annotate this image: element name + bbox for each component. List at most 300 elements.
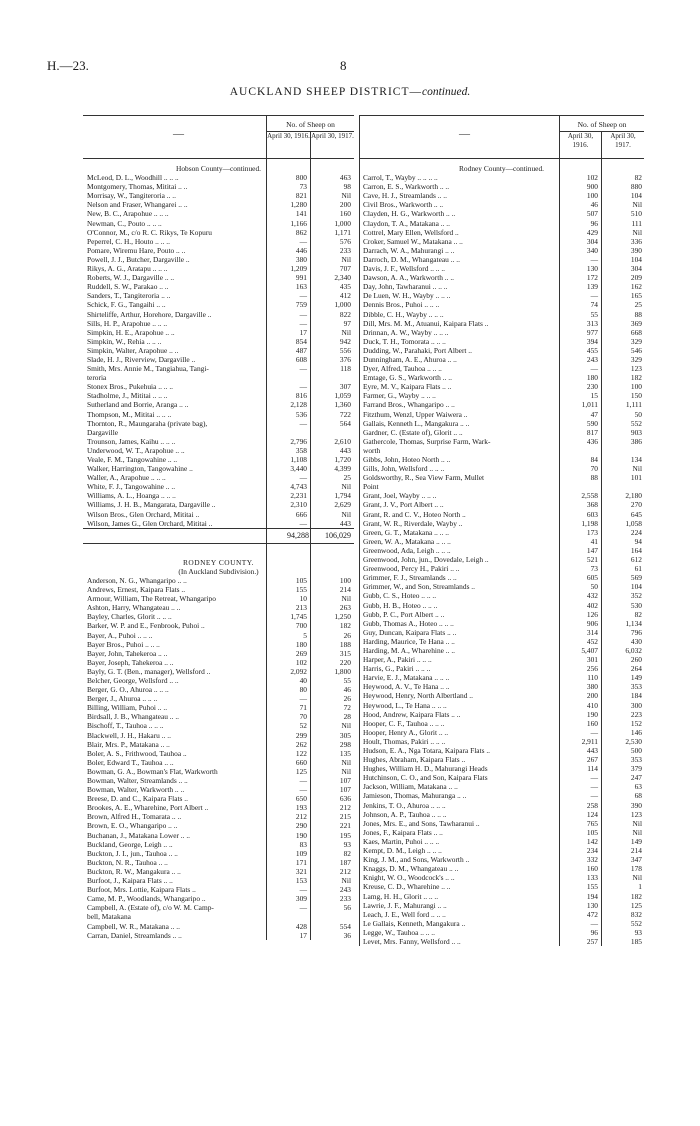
table-row [359, 864, 644, 873]
table-row [83, 694, 354, 703]
sheep-1916: 126 [586, 609, 598, 619]
sheep-1916: 321 [295, 866, 307, 876]
sheep-1917: 104 [630, 191, 642, 201]
owner-name: Dunningham, A. E., Ahuroa .. .. [363, 354, 457, 364]
owner-name: Ashton, Harry, Whangateau .. .. [87, 603, 181, 613]
sheep-1917: 430 [630, 636, 642, 646]
col-1917-header: April 30, 1917. [610, 132, 636, 149]
sheep-1917: 307 [339, 382, 351, 392]
owner-name: worth [363, 445, 381, 455]
table-row [359, 873, 644, 882]
owner-name: Boler, A. S., Frithwood, Tauhoa .. [87, 748, 187, 758]
table-row [359, 591, 644, 600]
table-row [359, 901, 644, 910]
table-row [359, 719, 644, 728]
sheep-1916: 105 [586, 827, 598, 837]
sheep-1916: 153 [295, 876, 307, 886]
owner-name: Grant, R. and C. V., Hoteo North .. [363, 509, 466, 519]
owner-name: Bayly, G. T. (Ben., manager), Wellsford .. [87, 666, 211, 676]
sheep-1916: 590 [586, 418, 598, 428]
sheep-1917: 182 [339, 621, 351, 631]
sheep-1916: 173 [586, 527, 598, 537]
owner-name: Claydon, T. A., Matakana .. .. [363, 218, 450, 228]
sheep-1917: Nil [341, 254, 351, 264]
table-row [83, 776, 354, 785]
table-row [83, 319, 354, 328]
table-row [83, 500, 354, 509]
sheep-1916: 2,310 [290, 500, 307, 510]
sheep-1916: 455 [586, 345, 598, 355]
owner-name: Gubb, Thomas A., Hoteo .. .. .. [363, 618, 454, 628]
owner-name: Newman, C., Pouto .. .. .. [87, 218, 162, 228]
sheep-1916: 122 [295, 748, 307, 758]
owner-name: Greenwood, Percy H., Pakiri .. .. [363, 564, 460, 574]
sheep-1916: 380 [586, 682, 598, 692]
sheep-1917: 200 [339, 200, 351, 210]
table-row [359, 582, 644, 591]
table-row [359, 791, 644, 800]
sheep-1916: 991 [295, 273, 307, 283]
sheep-1916: 410 [586, 700, 598, 710]
owner-name: Hooper, Henry A., Glorit .. .. [363, 727, 449, 737]
owner-name: Gubb, H. B., Hoteo .. .. .. [363, 600, 438, 610]
table-row [359, 810, 644, 819]
sheep-1917: 386 [630, 436, 642, 446]
sheep-1917: Nil [341, 721, 351, 731]
sheep-1917: 100 [630, 382, 642, 392]
sheep-1917: 221 [339, 821, 351, 831]
table-row [359, 264, 644, 273]
sheep-1916: 2,128 [290, 400, 307, 410]
sheep-1917: 1,059 [334, 391, 351, 401]
table-row [359, 773, 644, 782]
owner-name: Point [363, 482, 379, 492]
table-row [83, 173, 354, 182]
owner-name: Sills, H. P., Arapohue .. .. .. [87, 318, 168, 328]
table-row [83, 894, 354, 903]
owner-name: Bayer, John, Tahekeroa .. .. [87, 648, 168, 658]
sheep-1916: 258 [586, 800, 598, 810]
table-row [359, 355, 644, 364]
sheep-1917: 379 [630, 764, 642, 774]
col-1916-header: April 30, 1916. [267, 132, 310, 140]
sheep-1917: 195 [339, 830, 351, 840]
sheep-1916: — [299, 309, 307, 319]
sheep-1916: 906 [586, 618, 598, 628]
owner-name: Carran, Daniel, Streamlands .. .. [87, 930, 182, 940]
owner-name: Dyer, Alfred, Tauhoa .. .. .. [363, 364, 442, 374]
table-row [359, 537, 644, 546]
sheep-1916: 256 [586, 664, 598, 674]
sheep-1916: 133 [586, 873, 598, 883]
owner-name: Bowman, G. A., Bowman's Flat, Warkworth [87, 766, 218, 776]
owner-name: Campbell, W. R., Matakana .. .. [87, 921, 180, 931]
sheep-1917: 305 [339, 730, 351, 740]
sheep-1917: 185 [630, 936, 642, 946]
owner-name: Grimmer, F. J., Streamlands .. .. [363, 573, 457, 583]
sheep-1916: 432 [586, 591, 598, 601]
table-row [83, 840, 354, 849]
owner-name: Simpkin, H. E., Arapohue .. .. [87, 327, 175, 337]
owner-name: Carrol, T., Wayby .. .. .. .. [363, 173, 438, 183]
table-row [359, 391, 644, 400]
sheep-1917: Nil [341, 509, 351, 519]
sheep-1917: 668 [630, 327, 642, 337]
sheep-1916: 47 [590, 409, 598, 419]
sheep-1917: 435 [339, 282, 351, 292]
total-row [83, 528, 354, 544]
owner-name: Kaes, Martin, Puhoi .. .. .. [363, 836, 440, 846]
sheep-1917: 329 [630, 336, 642, 346]
sheep-1917: 353 [630, 755, 642, 765]
sheep-1916: 163 [295, 282, 307, 292]
sheep-1917: 160 [339, 209, 351, 219]
sheep-1917: 107 [339, 785, 351, 795]
table-row [83, 858, 354, 867]
table-row [359, 664, 644, 673]
table-row [359, 519, 644, 528]
table-row [359, 464, 644, 473]
table-row [359, 300, 644, 309]
sheep-1916: 130 [586, 900, 598, 910]
sheep-1916: 17 [299, 327, 307, 337]
sheep-1916: 660 [295, 757, 307, 767]
table-row [359, 400, 644, 409]
sheep-1917: 134 [630, 455, 642, 464]
sheep-1916: 428 [295, 921, 307, 931]
owner-name: Berger, G. O., Ahuroa .. .. .. [87, 685, 169, 695]
sheep-1917: 304 [630, 264, 642, 274]
sheep-1917: 2,340 [334, 273, 351, 283]
table-row [83, 658, 354, 667]
sheep-1917: 63 [634, 782, 642, 792]
owner-name: Berger, J., Ahuroa .. .. .. [87, 694, 158, 704]
owner-name: Harding, M. A., Wharehine .. .. [363, 645, 456, 655]
table-row [83, 612, 354, 621]
sheep-1917: Nil [632, 464, 642, 474]
sheep-1917: Nil [341, 757, 351, 767]
owner-name: Bayley, Charles, Glorit .. .. .. [87, 612, 172, 622]
sheep-1916: 290 [295, 821, 307, 831]
sheep-1916: 88 [590, 473, 598, 483]
owner-name: Farrand Bros., Whangaripo .. .. [363, 400, 455, 410]
sheep-1917: 352 [630, 591, 642, 601]
table-row [359, 237, 644, 246]
table-row [83, 649, 354, 658]
table-row [359, 191, 644, 200]
sheep-1917: 264 [630, 664, 642, 674]
sheep-1916: 5 [303, 630, 307, 640]
owner-name: Jenkins, T. O., Ahuroa .. .. .. [363, 800, 446, 810]
sheep-1916: 816 [295, 391, 307, 401]
sheep-1917: 576 [339, 236, 351, 246]
sheep-1916: — [590, 791, 598, 801]
table-row [83, 337, 354, 346]
sheep-1917: 220 [339, 657, 351, 667]
sheep-1916: 394 [586, 336, 598, 346]
sheep-1916: 46 [590, 200, 598, 210]
sheep-1917: 98 [343, 182, 351, 192]
owner-name: Jamieson, Thomas, Mahuranga .. .. [363, 791, 467, 801]
sheep-1916: 160 [586, 864, 598, 874]
table-row [359, 819, 644, 828]
sheep-1916: 114 [587, 764, 598, 774]
table-row [359, 455, 644, 464]
sheep-1917: 50 [634, 409, 642, 419]
left-table-header [83, 115, 354, 159]
sheep-1917: 903 [630, 427, 642, 437]
sheep-1916: 41 [590, 536, 598, 546]
sheep-1917: 111 [631, 218, 642, 228]
sheep-1916: 267 [586, 755, 598, 765]
sheep-1917: 412 [339, 291, 351, 301]
owner-name: Brookes, A. E., Wharehine, Port Albert .. [87, 803, 209, 813]
table-row [83, 903, 354, 912]
sheep-1916: 102 [586, 173, 598, 183]
sheep-1916: — [590, 291, 598, 301]
sheep-1917: 880 [630, 182, 642, 192]
owner-name: Harvie, E. J., Matakana .. .. .. [363, 673, 450, 683]
sheep-1916: 100 [586, 191, 598, 201]
table-row [83, 228, 354, 237]
sheep-1916: 74 [590, 300, 598, 310]
sheep-1916: 155 [295, 585, 307, 595]
table-row [359, 328, 644, 337]
sheep-1917: Nil [341, 594, 351, 604]
sheep-1917: 123 [630, 364, 642, 374]
doc-ref: H.—23. [47, 58, 89, 73]
sheep-1916: 155 [586, 882, 598, 892]
table-row [83, 749, 354, 758]
owner-name: Goldsworthy, R., Sea View Farm, Mullet [363, 473, 485, 483]
sheep-1917: 72 [343, 703, 351, 713]
sheep-1916: 666 [295, 509, 307, 519]
table-row [359, 200, 644, 209]
owner-name: Farmer, G., Wayby .. .. .. [363, 391, 436, 401]
sheep-1916: 193 [295, 803, 307, 813]
table-row [359, 373, 644, 382]
table-row [359, 728, 644, 737]
table-row [83, 803, 354, 812]
sheep-1917: 125 [630, 900, 642, 910]
section-title: RODNEY COUNTY. [182, 557, 255, 567]
sheep-1917: 82 [634, 609, 642, 619]
sheep-1916: 2,911 [581, 736, 598, 746]
sheep-1917: 214 [630, 846, 642, 856]
sheep-1916: 110 [587, 673, 598, 683]
owner-name: Johnson, A. P., Tauhoa .. .. .. [363, 809, 447, 819]
sheep-1916: 332 [586, 855, 598, 865]
sheep-1917: 1,720 [334, 455, 351, 464]
table-row [83, 209, 354, 218]
owner-name: King, J. M., and Sons, Warkworth .. [363, 855, 470, 865]
owner-name: Emtage, G. S., Warkworth .. .. [363, 373, 452, 383]
sheep-1916: 257 [586, 936, 598, 946]
sheep-1916: 443 [586, 746, 598, 755]
sheep-1916: 142 [586, 836, 598, 846]
owner-name: Campbell, A. (Estate of), c/o W. M. Camp- [87, 903, 214, 913]
owner-name: Schick, F. G., Tangaihi .. .. [87, 300, 166, 310]
sheep-1916: 71 [299, 703, 307, 713]
sheep-1916: 190 [295, 830, 307, 840]
owner-name: Carron, E. S., Warkworth .. .. [363, 182, 450, 192]
table-row [83, 685, 354, 694]
table-row [359, 510, 644, 519]
owner-name: Hooper, C. F., Tauhoa .. .. .. [363, 718, 445, 728]
owner-name: Cottrel, Mary Ellen, Wellsford .. [363, 227, 459, 237]
owner-name: Green, G. T., Matakana .. .. .. [363, 527, 449, 537]
sheep-1917: 212 [339, 866, 351, 876]
sheep-1917: 1,000 [334, 300, 351, 310]
sheep-1916: 15 [590, 391, 598, 401]
owner-name: Dennis Bros., Puhoi .. .. .. [363, 300, 440, 310]
sheep-1916: 487 [295, 345, 307, 355]
owner-name: Simpkin, Walter, Arapohue .. .. [87, 345, 179, 355]
sheep-1917: Nil [632, 818, 642, 828]
table-row [83, 237, 354, 246]
sheep-1917: 298 [339, 739, 351, 749]
sheep-1917: 187 [339, 857, 351, 867]
table-row [83, 400, 354, 409]
table-row [83, 731, 354, 740]
sheep-1916: 194 [586, 891, 598, 901]
sheep-1917: 93 [634, 927, 642, 937]
sheep-1916: 380 [295, 254, 307, 264]
table-row [359, 673, 644, 682]
owner-name: Burfoot, J., Kaipara Flats .. .. [87, 876, 173, 886]
table-row [83, 631, 354, 640]
sheep-1917: 25 [343, 473, 351, 483]
owner-name: Wilson, James G., Glen Orchard, Mititai .. [87, 518, 213, 528]
owner-name: McLeod, D. L., Woodhill .. .. .. [87, 173, 179, 183]
sheep-1917: 68 [634, 791, 642, 801]
owner-name: Heywood, L., Te Hana .. .. .. [363, 700, 447, 710]
table-row [359, 546, 644, 555]
owner-name: Harris, G., Pakiri .. .. .. [363, 664, 431, 674]
table-row [83, 676, 354, 685]
sheep-1917: 25 [634, 300, 642, 310]
table-row [83, 621, 354, 630]
owner-name: Belcher, George, Wellsford .. .. [87, 675, 179, 685]
owner-name: Grant, J. V., Port Albert .. .. [363, 500, 444, 510]
sheep-1917: 178 [630, 864, 642, 874]
table-row [359, 682, 644, 691]
sheep-1917: 182 [630, 373, 642, 383]
sheep-1917: 390 [630, 800, 642, 810]
left-table-body [83, 159, 354, 940]
sheep-1917: 1,058 [625, 518, 642, 528]
owner-name: Buckton, R. W., Mangakura .. .. [87, 866, 181, 876]
sheep-1916: 102 [295, 657, 307, 667]
sheep-1916: — [299, 382, 307, 392]
table-row [83, 667, 354, 676]
sheep-1916: 70 [299, 712, 307, 722]
table-row [83, 912, 354, 921]
sheep-1916: 52 [299, 721, 307, 731]
owner-name: Harper, A., Pakiri .. .. .. [363, 655, 432, 665]
sheep-1917: 1,250 [334, 612, 351, 622]
owner-name: Trounson, James, Kaihu .. .. .. [87, 436, 176, 446]
owner-name: Rikys, A. G., Aratapu .. .. .. [87, 264, 168, 274]
sheep-1917: 552 [630, 918, 642, 928]
owner-name: Leach, J. E., Well ford .. .. .. [363, 909, 446, 919]
table-row [83, 364, 354, 373]
owner-name: Bayer, A., Puhoi .. .. .. [87, 630, 153, 640]
sheep-1917: 97 [343, 318, 351, 328]
sheep-1916: 83 [299, 839, 307, 849]
table-row [359, 273, 644, 282]
page-number: 8 [340, 58, 347, 73]
sheep-1916: 314 [586, 627, 598, 637]
sheep-1917: 554 [339, 921, 351, 931]
owner-name: Lawrie, J. F., Mahurangi .. .. [363, 900, 447, 910]
owner-name: Bayer, Joseph, Tahekeroa .. .. [87, 657, 174, 667]
table-row [83, 785, 354, 794]
sheep-1917: Nil [341, 482, 351, 492]
sheep-1916: — [299, 364, 307, 374]
owner-name: Clayden, H. G., Warkworth .. .. [363, 209, 456, 219]
sheep-1916: 17 [299, 930, 307, 940]
sheep-1916: 340 [586, 245, 598, 255]
owner-name: Thornton, R., Maungaraha (private bag), [87, 418, 208, 428]
owner-name: Jones, Mrs. E., and Sons, Tawharanui .. [363, 818, 480, 828]
sheep-1916: 1,166 [290, 218, 307, 228]
owner-name: Gibbs, John, Hoteo North .. .. [363, 455, 451, 464]
table-row [359, 291, 644, 300]
table-row [359, 419, 644, 428]
table-row [359, 573, 644, 582]
sheep-1916: 70 [590, 464, 598, 474]
owner-name: Sutherland and Borrie, Aranga .. .. [87, 400, 189, 410]
owner-name: Pomare, Wiremu Hare, Pouto .. .. [87, 245, 186, 255]
owner-name: Blair, Mrs. P., Matakana .. .. [87, 739, 170, 749]
table-row [83, 264, 354, 273]
owner-name: Eyre, M. V., Kaipara Flats .. .. [363, 382, 452, 392]
sheep-1917: 56 [343, 903, 351, 913]
table-row [359, 919, 644, 928]
sheep-1916: 84 [590, 455, 598, 464]
sheep-1917: 546 [630, 345, 642, 355]
table-row [83, 473, 354, 482]
sheep-1917: 233 [339, 245, 351, 255]
sheep-1916: — [299, 885, 307, 895]
table-row [359, 482, 644, 491]
owner-name: Billing, William, Puhoi .. .. [87, 703, 168, 713]
owner-name: Thompson, M., Mititai .. .. .. [87, 409, 172, 419]
table-row [83, 382, 354, 391]
table-row [359, 182, 644, 191]
sheep-1916: 817 [586, 427, 598, 437]
owner-name: Dargaville [87, 427, 119, 437]
table-row [359, 910, 644, 919]
table-row [83, 767, 354, 776]
owner-name: Breese, D. and C., Kaipara Flats .. [87, 794, 188, 804]
sheep-1917: 369 [630, 318, 642, 328]
table-row [83, 373, 354, 382]
table-row [83, 576, 354, 585]
owner-name: Guy, Duncan, Kaipara Flats .. .. [363, 627, 457, 637]
owner-name: Simpkin, W., Rehia .. .. .. [87, 336, 162, 346]
table-row [83, 273, 354, 282]
owner-name: Walker, Harrington, Tangowahine .. [87, 464, 193, 474]
sheep-1917: 146 [630, 727, 642, 737]
sheep-1916: 608 [295, 354, 307, 364]
table-row [359, 228, 644, 237]
sheep-1917: 162 [630, 282, 642, 292]
sheep-1917: 88 [634, 309, 642, 319]
sheep-count-label: No. of Sheep on [267, 118, 354, 132]
page-title [0, 86, 700, 98]
